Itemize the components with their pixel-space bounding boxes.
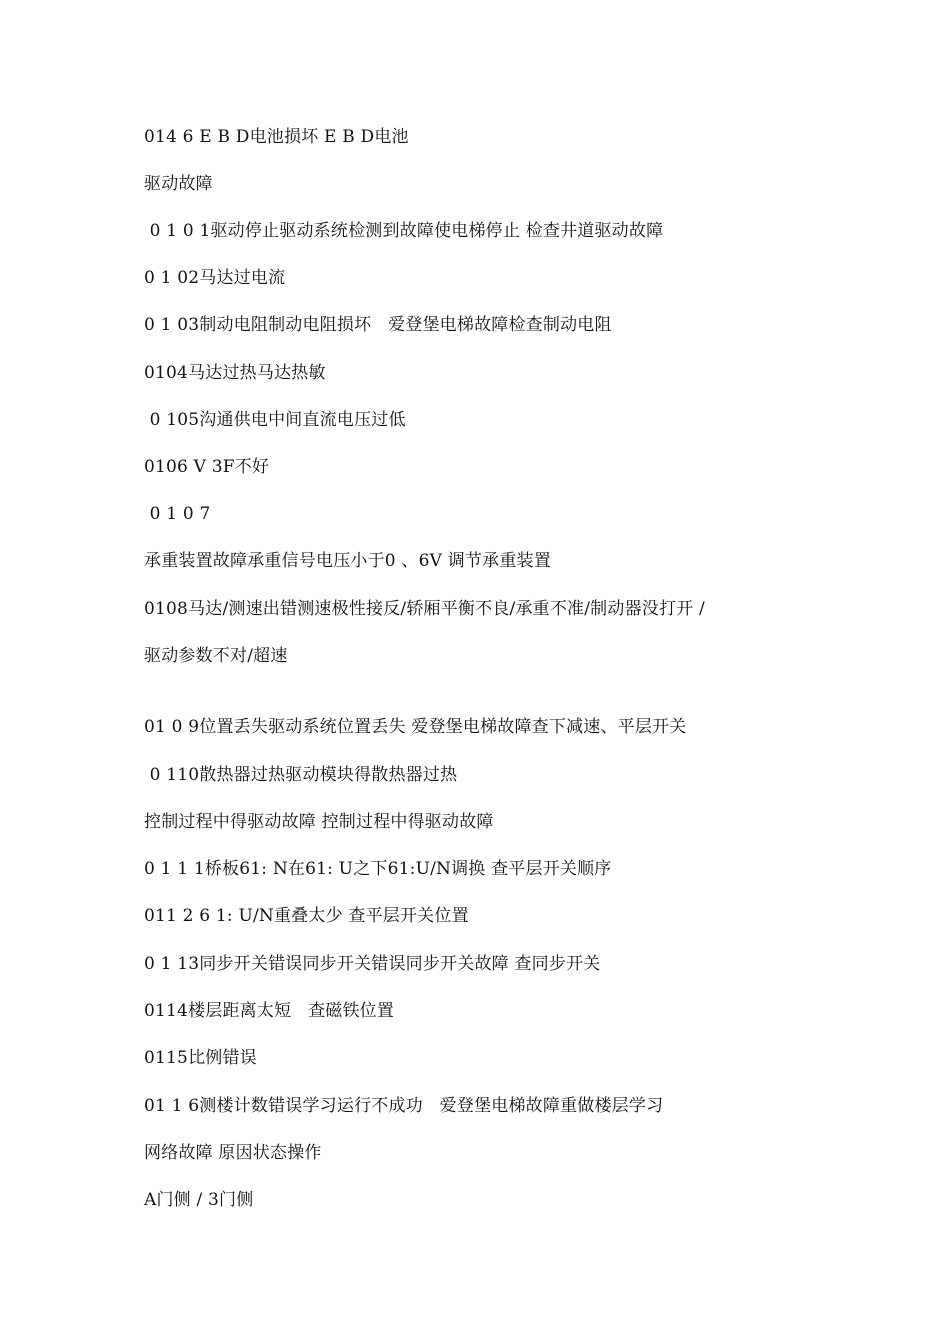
text-line: 驱动故障 bbox=[144, 174, 213, 194]
text-line: 0 1 1 1桥板61: N在61: U之下61:U/N调换 查平层开关顺序 bbox=[144, 859, 612, 879]
text-line: 0104马达过热马达热敏 bbox=[144, 363, 326, 383]
text-line: 控制过程中得驱动故障 控制过程中得驱动故障 bbox=[144, 812, 494, 832]
text-line: 驱动参数不对/超速 bbox=[144, 646, 288, 666]
text-line: 0 105沟通供电中间直流电压过低 bbox=[144, 410, 406, 430]
text-line: 0108马达/测速出错测速极性接反/轿厢平衡不良/承重不准/制动器没打开 / bbox=[144, 599, 705, 619]
text-line: 0 1 02马达过电流 bbox=[144, 268, 286, 288]
text-line: 承重装置故障承重信号电压小于0 、6V 调节承重装置 bbox=[144, 551, 551, 571]
text-line: 0114楼层距离太短 查磁铁位置 bbox=[144, 1001, 395, 1021]
text-line: 0 1 03制动电阻制动电阻损坏 爱登堡电梯故障检查制动电阻 bbox=[144, 315, 612, 335]
text-line: 0 110散热器过热驱动模块得散热器过热 bbox=[144, 765, 458, 785]
text-line: 014 6 E B D电池损坏 E B D电池 bbox=[144, 127, 409, 147]
text-line: 0 1 13同步开关错误同步开关错误同步开关故障 查同步开关 bbox=[144, 954, 601, 974]
text-line: 0106 V 3F不好 bbox=[144, 457, 270, 477]
text-line: 0 1 0 7 bbox=[144, 504, 211, 524]
text-line: 网络故障 原因状态操作 bbox=[144, 1143, 322, 1163]
text-line: 0 1 0 1驱动停止驱动系统检测到故障使电梯停止 检查井道驱动故障 bbox=[144, 221, 664, 241]
text-line: 011 2 6 1: U/N重叠太少 查平层开关位置 bbox=[144, 906, 469, 926]
text-line: 01 0 9位置丢失驱动系统位置丢失 爱登堡电梯故障查下减速、平层开关 bbox=[144, 717, 687, 737]
text-line: 0115比例错误 bbox=[144, 1048, 257, 1068]
text-line: A门侧 / 3门侧 bbox=[144, 1190, 254, 1210]
text-line: 01 1 6测楼计数错误学习运行不成功 爱登堡电梯故障重做楼层学习 bbox=[144, 1096, 664, 1116]
